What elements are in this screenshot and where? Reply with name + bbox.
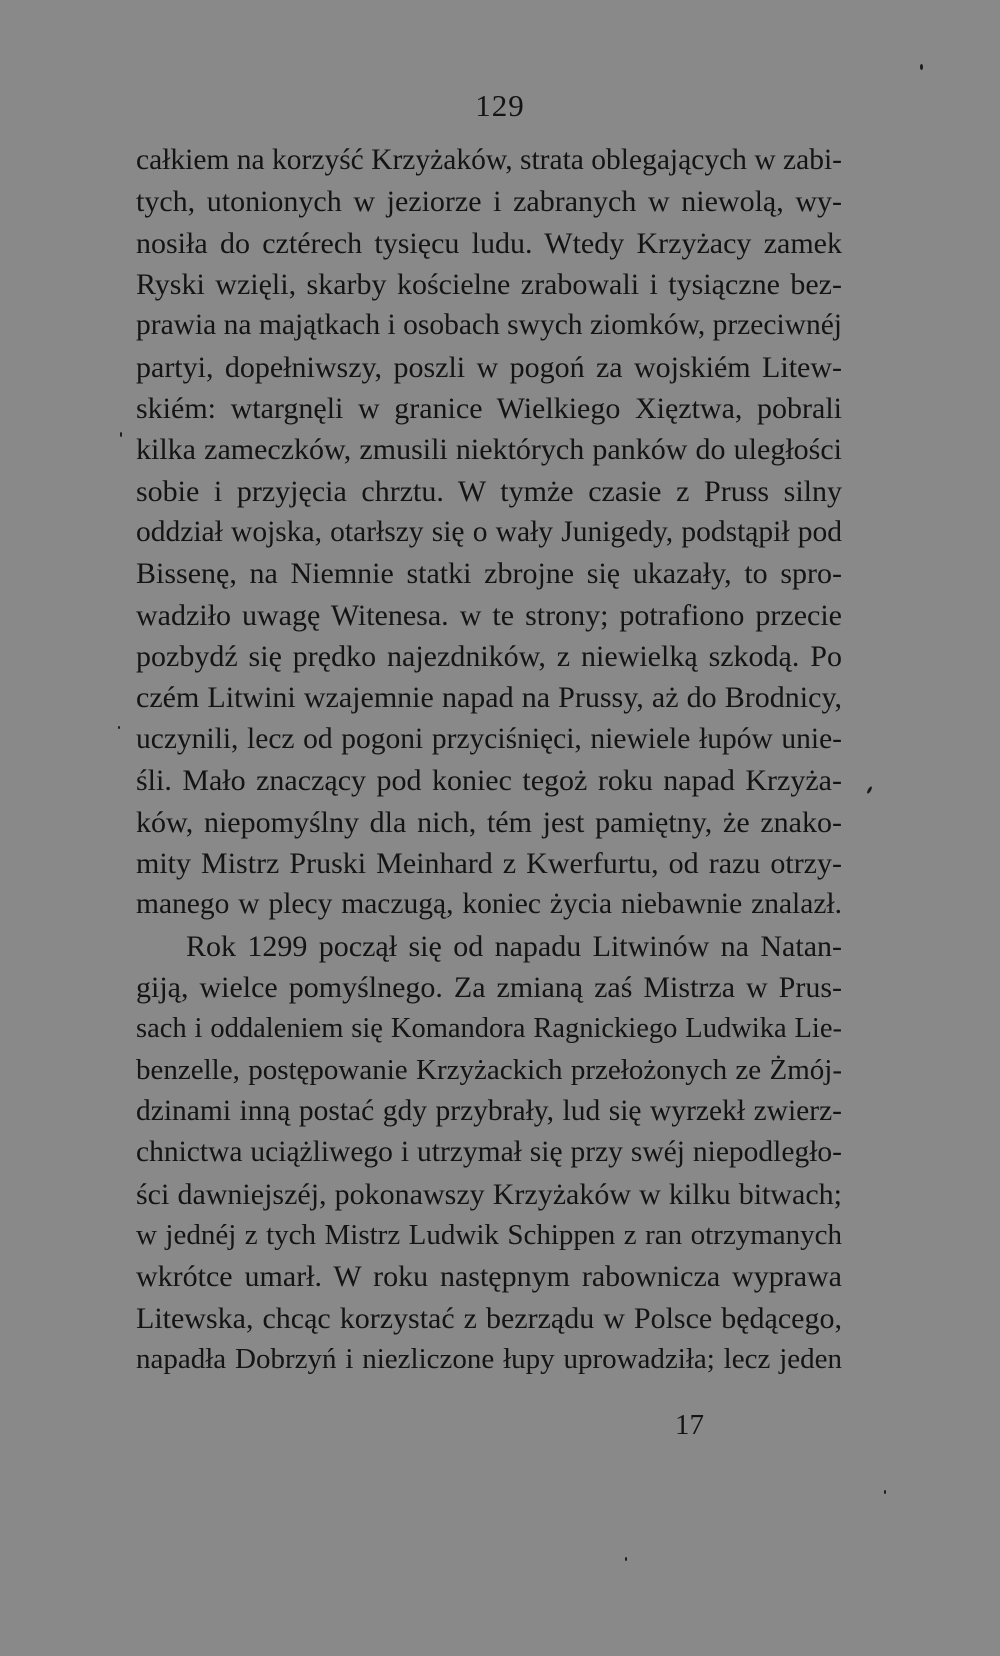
body-text	[136, 140, 842, 1380]
signature-number: 17	[675, 1409, 704, 1441]
text-line: kilka zameczków, zmusili niektórych panków do uległości	[136, 433, 842, 467]
scan-speck	[866, 786, 873, 794]
text-line: manego w plecy maczugą, koniec życia niebawnie znalazł.	[136, 888, 842, 921]
text-line: ków, niepomyślny dla nich, tém jest pamiętny, że znako-	[136, 805, 842, 839]
text-line: Rok 1299 począł się od napadu Litwinów na Natan-	[186, 929, 842, 963]
text-line: tych, utonionych w jeziorze i zabranych w niewolą, wy-	[136, 185, 842, 219]
scan-speck	[120, 432, 122, 437]
text-line: sach i oddaleniem się Komandora Ragnickiego Ludwika Lie-	[136, 1013, 842, 1045]
page-number: 129	[475, 88, 525, 123]
text-line: nosiła do cztérech tysięcu ludu. Wtedy Krzyżacy zamek	[136, 226, 842, 260]
text-line: czém Litwini wzajemnie napad na Prussy, aż do Brodnicy,	[136, 681, 842, 715]
signature-mark	[0, 1409, 1000, 1442]
text-line: pozbydź się prędko najezdników, z niewielką szkodą. Po	[136, 640, 842, 674]
text-line: chnictwa uciążliwego i utrzymał się przy swéj niepodległo-	[136, 1136, 842, 1169]
text-line: w jednéj z tych Mistrz Ludwik Schippen z ran otrzymanych	[136, 1218, 842, 1251]
text-line: giją, wielce pomyślnego. Za zmianą zaś Mistrza w Prus-	[136, 970, 842, 1004]
text-line: wadziło uwagę Witenesa. w te strony; potrafiono przecie	[136, 598, 842, 632]
text-line: śli. Mało znaczący pod koniec tegoż roku napad Krzyża-	[136, 764, 842, 798]
scan-speck	[625, 1557, 627, 1561]
text-line: Ryski wzięli, skarby kościelne zrabowali i tysiączne bez-	[136, 268, 842, 302]
text-line: uczynili, lecz od pogoni przyciśnięci, niewiele łupów unie-	[136, 722, 842, 755]
text-line: prawia na majątkach i osobach swych ziomków, przeciwnéj	[136, 309, 842, 342]
text-line: oddział wojska, otarłszy się o wały Junigedy, podstąpił pod	[136, 516, 842, 549]
text-line: ści dawniejszéj, pokonawszy Krzyżaków w kilku bitwach;	[136, 1177, 842, 1211]
text-line: całkiem na korzyść Krzyżaków, strata oblegających w zabi-	[136, 144, 842, 176]
scan-speck	[118, 726, 120, 729]
text-line: Litewska, chcąc korzystać z bezrządu w Polsce będącego,	[136, 1301, 842, 1335]
text-line: skiém: wtargnęli w granice Wielkiego Xięztwa, pobrali	[136, 392, 842, 426]
scan-speck	[884, 1490, 886, 1494]
text-line: wkrótce umarł. W roku następnym rabownicza wyprawa	[136, 1260, 842, 1294]
text-line: mity Mistrz Pruski Meinhard z Kwerfurtu, od razu otrzy-	[136, 846, 842, 880]
text-line: sobie i przyjęcia chrztu. W tymże czasie z Pruss silny	[136, 474, 842, 508]
text-line: Bissenę, na Niemnie statki zbrojne się ukazały, to spro-	[136, 557, 842, 591]
text-line: dzinami inną postać gdy przybrały, lud się wyrzekł zwierz-	[136, 1094, 842, 1127]
text-line: benzelle, postępowanie Krzyżackich przełożonych ze Żmój-	[136, 1053, 842, 1086]
text-line: partyi, dopełniwszy, poszli w pogoń za wojskiém Litew-	[136, 350, 842, 384]
scan-speck	[920, 64, 923, 70]
text-line: napadła Dobrzyń i niezliczone łupy uprowadziła; lecz jeden	[136, 1342, 842, 1375]
